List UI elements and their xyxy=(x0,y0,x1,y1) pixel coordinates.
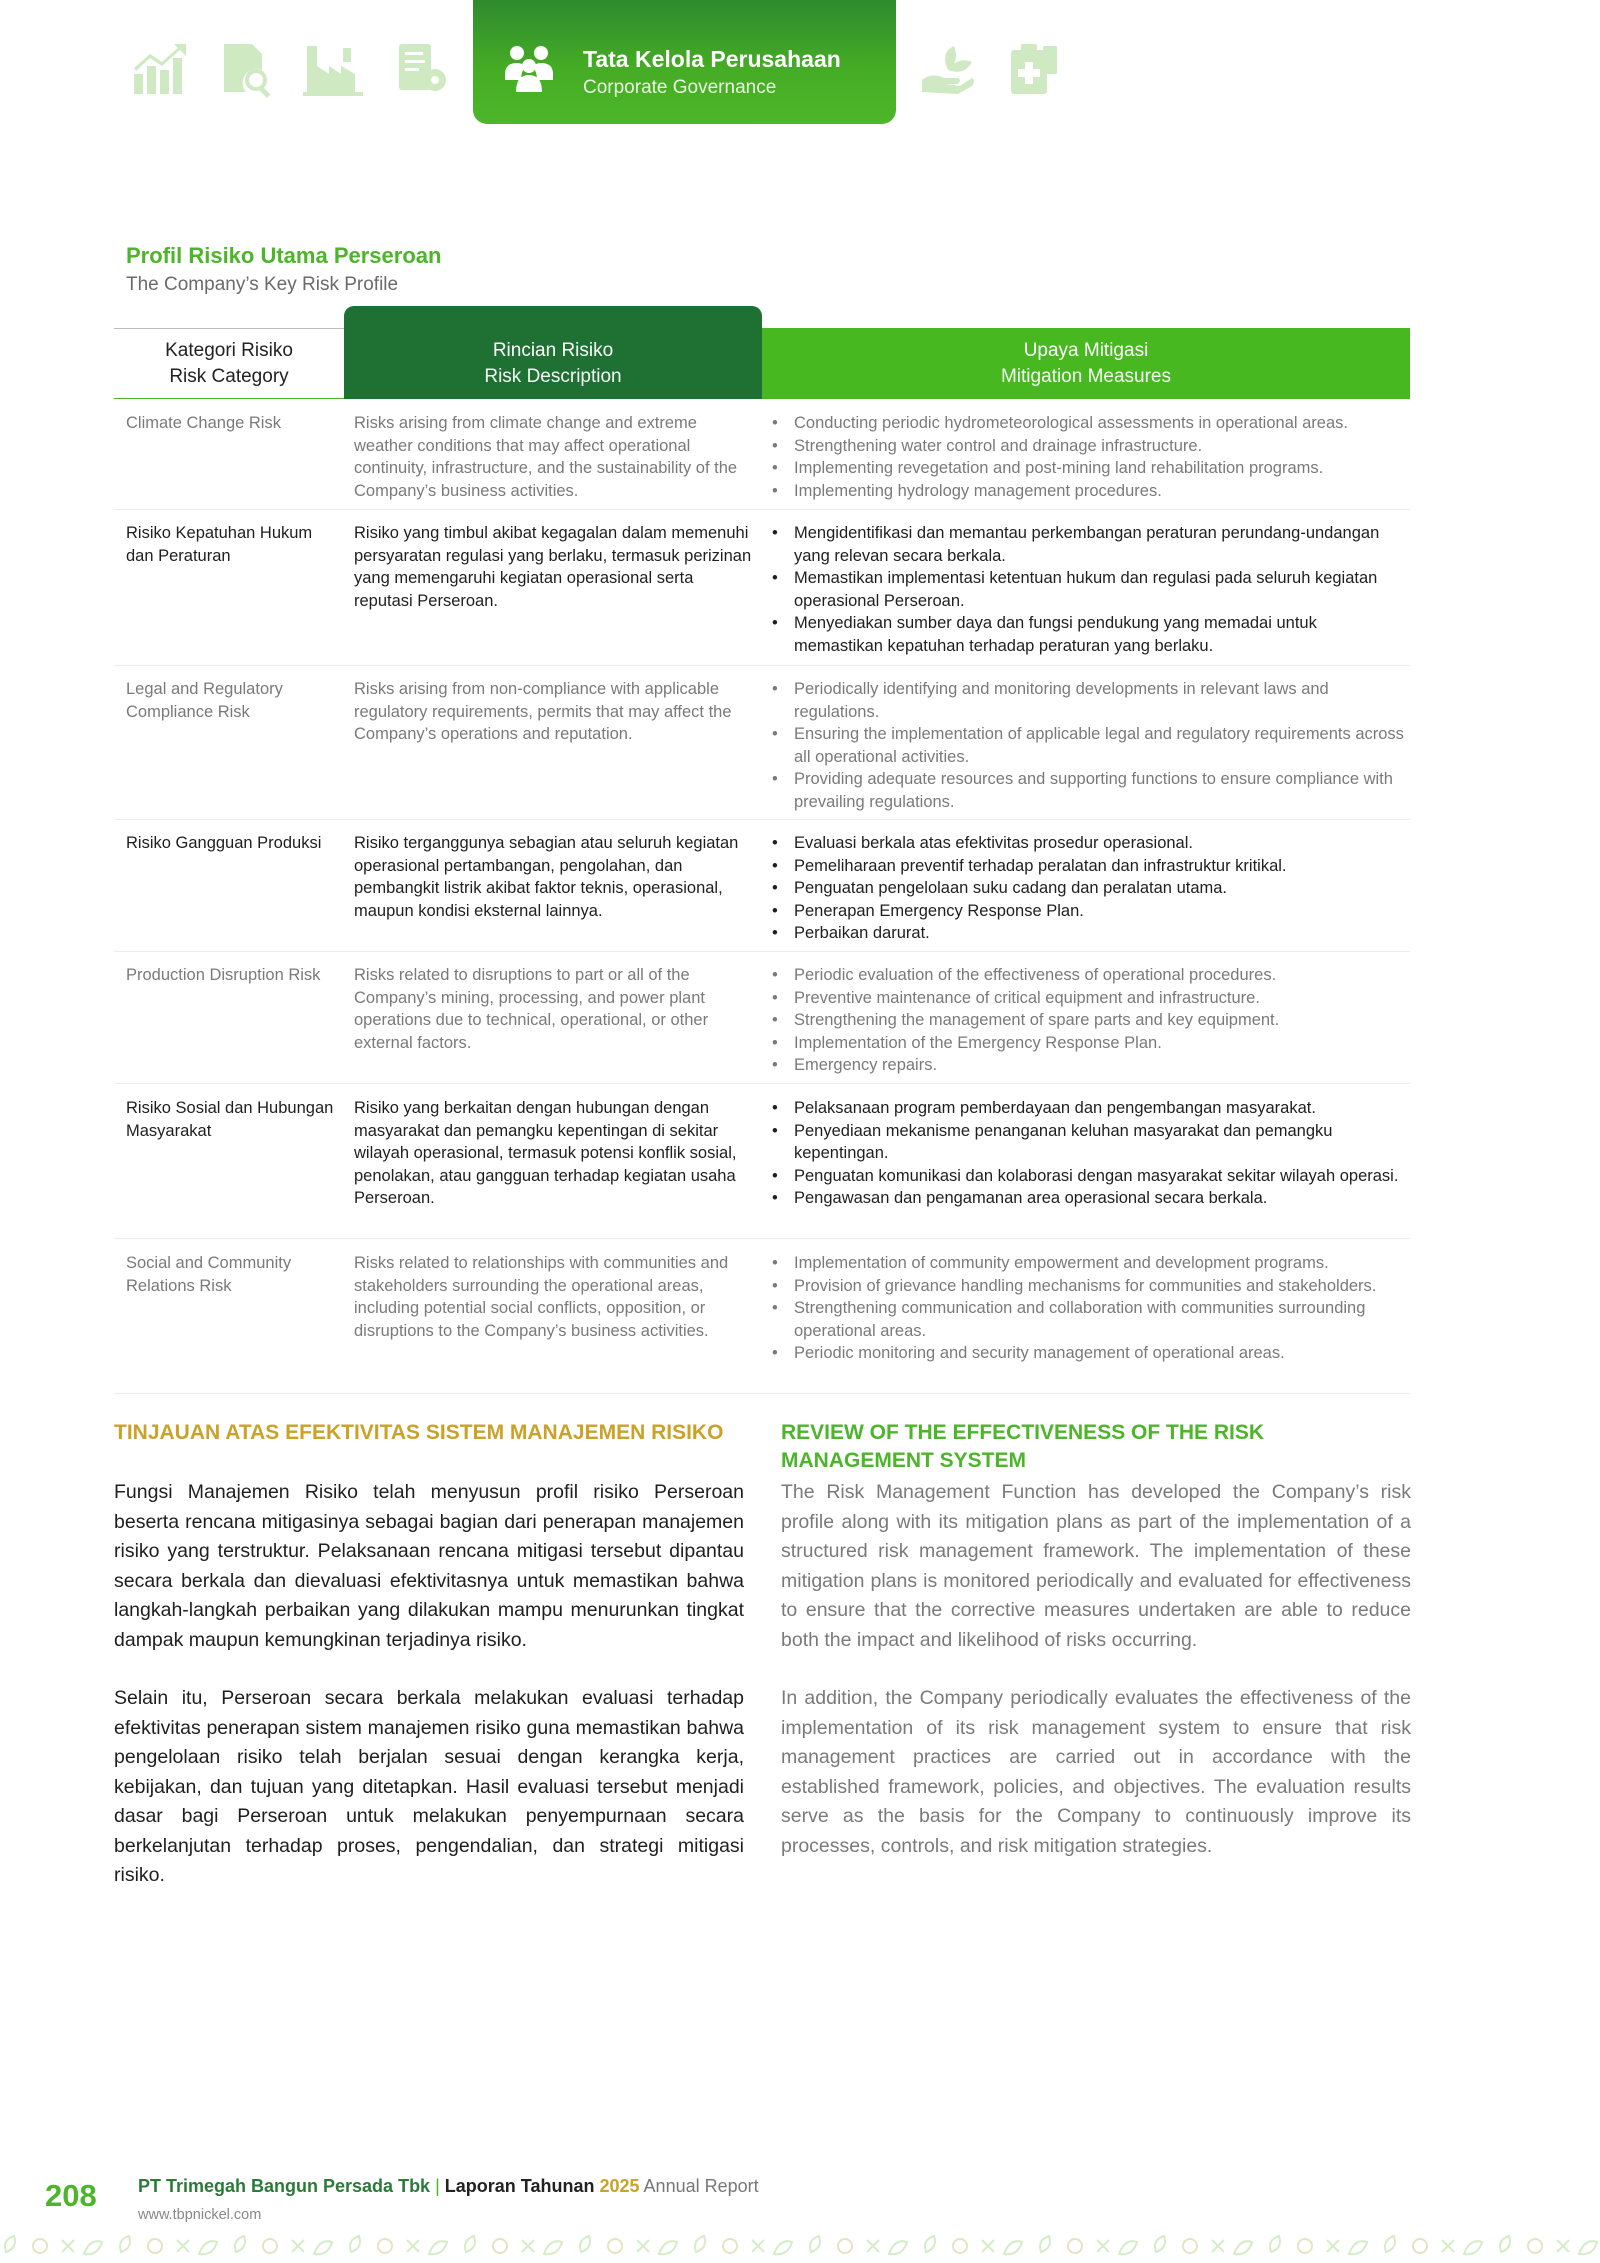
table-row xyxy=(114,412,1410,510)
mitigation-item: • Strengthening water control and drainage infrastructure. xyxy=(772,435,1404,458)
mitigation-item: • Provision of grievance handling mechanisms for communities and stakeholders. xyxy=(772,1275,1404,1298)
mitigation-list xyxy=(772,1252,1404,1365)
table-row xyxy=(114,832,1410,952)
mitigation-item: • Implementing revegetation and post-mining land rehabilitation programs. xyxy=(772,457,1404,480)
risk-category: Legal and Regulatory Compliance Risk xyxy=(126,680,283,721)
header-label-en: Risk Category xyxy=(169,365,289,387)
mitigation-item: • Penguatan pengelolaan suku cadang dan peralatan utama. xyxy=(772,877,1404,900)
mitigation-list xyxy=(772,1097,1404,1210)
risk-table-header xyxy=(114,328,1410,399)
risk-description: Risks arising from non-compliance with applicable regulatory requirements, permits that may affect the Company’s operations and reputation. xyxy=(354,680,732,743)
mitigation-item: • Implementation of the Emergency Response Plan. xyxy=(772,1032,1404,1055)
header-label-en: Risk Description xyxy=(484,365,622,387)
risk-description: Risks related to relationships with communities and stakeholders surrounding the operational areas, including potential social conflicts, opposition, or disruptions to the Company’s business activities. xyxy=(354,1254,729,1340)
mitigation-item: • Providing adequate resources and supporting functions to ensure compliance with prevailing regulations. xyxy=(772,768,1404,813)
mitigation-item: • Pemeliharaan preventif terhadap peralatan dan infrastruktur kritikal. xyxy=(772,855,1404,878)
risk-category: Production Disruption Risk xyxy=(126,966,321,984)
people-icon xyxy=(503,44,555,92)
mitigation-item: • Periodically identifying and monitoring developments in relevant laws and regulations. xyxy=(772,678,1404,723)
mitigation-item: • Mengidentifikasi dan memantau perkembangan peraturan perundang-undangan yang relevan secara berkala. xyxy=(772,522,1404,567)
table-header-tab xyxy=(344,306,762,330)
risk-category: Risiko Kepatuhan Hukum dan Peraturan xyxy=(126,524,313,565)
section-subtitle: The Company’s Key Risk Profile xyxy=(126,274,399,295)
risk-category: Social and Community Relations Risk xyxy=(126,1254,292,1295)
footer-leaf-pattern xyxy=(0,2222,1600,2263)
mitigation-list xyxy=(772,964,1404,1077)
table-row xyxy=(114,1097,1410,1239)
mitigation-list xyxy=(772,832,1404,945)
table-row xyxy=(114,964,1410,1084)
risk-description: Risiko yang timbul akibat kegagalan dalam memenuhi persyaratan regulasi yang berlaku, termasuk perizinan yang memengaruhi kegiatan operasional serta reputasi Perseroan. xyxy=(354,524,752,610)
footer-report-id: Laporan Tahunan xyxy=(444,2176,595,2196)
nav-active-title: Tata Kelola Perusahaan xyxy=(583,46,841,72)
factory-icon[interactable] xyxy=(303,40,363,98)
nav-tab-corporate-governance[interactable] xyxy=(473,0,896,124)
review-paragraph-en-1: The Risk Management Function has developed the Company’s risk profile along with its mitigation plans as part of the implementation of a structured risk management framework. The implementation of these mitigation plans is monitored periodically and evaluated for effectiveness to ensure that the corrective measures undertaken are able to reduce both the impact and likelihood of risks occurring. xyxy=(781,1481,1411,1651)
mitigation-item: • Pengawasan dan pengamanan area operasional secara berkala. xyxy=(772,1187,1404,1210)
mitigation-item: • Strengthening the management of spare parts and key equipment. xyxy=(772,1009,1404,1032)
mitigation-item: • Implementing hydrology management procedures. xyxy=(772,480,1404,503)
table-row xyxy=(114,522,1410,666)
footer-year: 2025 xyxy=(599,2176,640,2196)
page-number: 208 xyxy=(45,2178,97,2213)
review-paragraph-en-2: In addition, the Company periodically evaluates the effectiveness of the implementation of its risk management system to ensure that risk management practices are carried out in accordance with the established framework, policies, and objectives. The evaluation results serve as the basis for the Company to continuously improve its processes, controls, and risk mitigation strategies. xyxy=(781,1687,1411,1857)
mitigation-item: • Penyediaan mekanisme penanganan keluhan masyarakat dan pemangku kepentingan. xyxy=(772,1120,1404,1165)
risk-description: Risiko terganggunya sebagian atau seluruh kegiatan operasional pertambangan, pengolahan, dan pembangkit listrik akibat faktor teknis, operasional, maupun kondisi eksternal lainnya. xyxy=(354,834,739,920)
risk-description: Risks related to disruptions to part or all of the Company’s mining, processing, and power plant operations due to technical, operational, or other external factors. xyxy=(354,966,709,1052)
header-label-id: Kategori Risiko xyxy=(165,339,293,361)
report-gear-icon[interactable] xyxy=(393,40,453,98)
document-search-icon[interactable] xyxy=(218,40,278,98)
risk-description: Risks arising from climate change and extreme weather conditions that may affect operational continuity, infrastructure, and the sustainability of the Company’s business activities. xyxy=(354,414,738,500)
review-paragraph-id-1: Fungsi Manajemen Risiko telah menyusun profil risiko Perseroan beserta rencana mitigasinya sebagai bagian dari penerapan manajemen risiko yang terstruktur. Pelaksanaan rencana mitigasi tersebut dipantau secara berkala dan dievaluasi efektivitasnya untuk memastikan bahwa langkah-langkah perbaikan yang dilakukan mampu menurunkan tingkat dampak maupun kemungkinan terjadinya risiko. xyxy=(114,1481,744,1651)
mitigation-item: • Conducting periodic hydrometeorological assessments in operational areas. xyxy=(772,412,1404,435)
table-row xyxy=(114,678,1410,820)
section-title: Profil Risiko Utama Perseroan xyxy=(126,243,442,268)
risk-category: Climate Change Risk xyxy=(126,414,281,432)
mitigation-list xyxy=(772,412,1404,502)
header-label-id: Upaya Mitigasi xyxy=(1023,339,1149,361)
footer-website[interactable]: www.tbpnickel.com xyxy=(138,2207,262,2223)
mitigation-item: • Emergency repairs. xyxy=(772,1054,1404,1077)
header-label-id: Rincian Risiko xyxy=(492,339,614,361)
table-row xyxy=(114,1252,1410,1394)
mitigation-item: • Penerapan Emergency Response Plan. xyxy=(772,900,1404,923)
mitigation-item: • Evaluasi berkala atas efektivitas prosedur operasional. xyxy=(772,832,1404,855)
mitigation-item: • Implementation of community empowerment and development programs. xyxy=(772,1252,1404,1275)
review-paragraph-id-2: Selain itu, Perseroan secara berkala melakukan evaluasi terhadap efektivitas penerapan sistem manajemen risiko guna memastikan bahwa pengelolaan risiko telah berjalan sesuai dengan kerangka kerja, kebijakan, dan tujuan yang ditetapkan. Hasil evaluasi tersebut menjadi dasar bagi Perseroan untuk melakukan penyempurnaan secara berkelanjutan terhadap proses, pengendalian, dan strategi mitigasi risiko. xyxy=(114,1687,744,1886)
header-risk-description xyxy=(344,328,762,399)
mitigation-item: • Strengthening communication and collaboration with communities surrounding operational areas. xyxy=(772,1297,1404,1342)
chart-growth-icon[interactable] xyxy=(130,40,190,98)
mitigation-item: • Preventive maintenance of critical equipment and infrastructure. xyxy=(772,987,1404,1010)
mitigation-item: • Penguatan komunikasi dan kolaborasi dengan masyarakat sekitar wilayah operasi. xyxy=(772,1165,1404,1188)
footer-company: PT Trimegah Bangun Persada Tbk xyxy=(138,2176,431,2196)
header-label-en: Mitigation Measures xyxy=(1000,365,1172,387)
hand-plant-icon[interactable] xyxy=(918,40,978,98)
risk-category: Risiko Gangguan Produksi xyxy=(126,834,322,852)
review-heading-en: REVIEW OF THE EFFECTIVENESS OF THE RISK MANAGEMENT SYSTEM xyxy=(781,1421,1265,1472)
mitigation-item: • Ensuring the implementation of applicable legal and regulatory requirements across all operational activities. xyxy=(772,723,1404,768)
mitigation-item: • Periodic evaluation of the effectiveness of operational procedures. xyxy=(772,964,1404,987)
footer-report-en: Annual Report xyxy=(643,2176,759,2196)
mitigation-list xyxy=(772,522,1404,657)
mitigation-item: • Memastikan implementasi ketentuan hukum dan regulasi pada seluruh kegiatan operasional Perseroan. xyxy=(772,567,1404,612)
mitigation-item: • Perbaikan darurat. xyxy=(772,922,1404,945)
medical-box-icon[interactable] xyxy=(1003,40,1063,98)
risk-category: Risiko Sosial dan Hubungan Masyarakat xyxy=(126,1099,334,1140)
review-heading-id: TINJAUAN ATAS EFEKTIVITAS SISTEM MANAJEMEN RISIKO xyxy=(114,1421,724,1444)
mitigation-item: • Menyediakan sumber daya dan fungsi pendukung yang memadai untuk memastikan kepatuhan terhadap peraturan yang berlaku. xyxy=(772,612,1404,657)
chapter-navigation xyxy=(0,0,1600,130)
mitigation-item: • Pelaksanaan program pemberdayaan dan pengembangan masyarakat. xyxy=(772,1097,1404,1120)
risk-description: Risiko yang berkaitan dengan hubungan dengan masyarakat dan pemangku kepentingan di sekitar wilayah operasional, termasuk potensi konflik sosial, penolakan, atau gangguan terhadap kegiatan usaha Perseroan. xyxy=(354,1099,737,1207)
footer-report-line xyxy=(138,2176,759,2197)
mitigation-list xyxy=(772,678,1404,813)
nav-active-subtitle: Corporate Governance xyxy=(583,77,777,98)
header-mitigation-measures xyxy=(762,328,1410,399)
header-risk-category xyxy=(114,328,344,399)
mitigation-item: • Periodic monitoring and security management of operational areas. xyxy=(772,1342,1404,1365)
footer-separator: | xyxy=(435,2176,440,2196)
